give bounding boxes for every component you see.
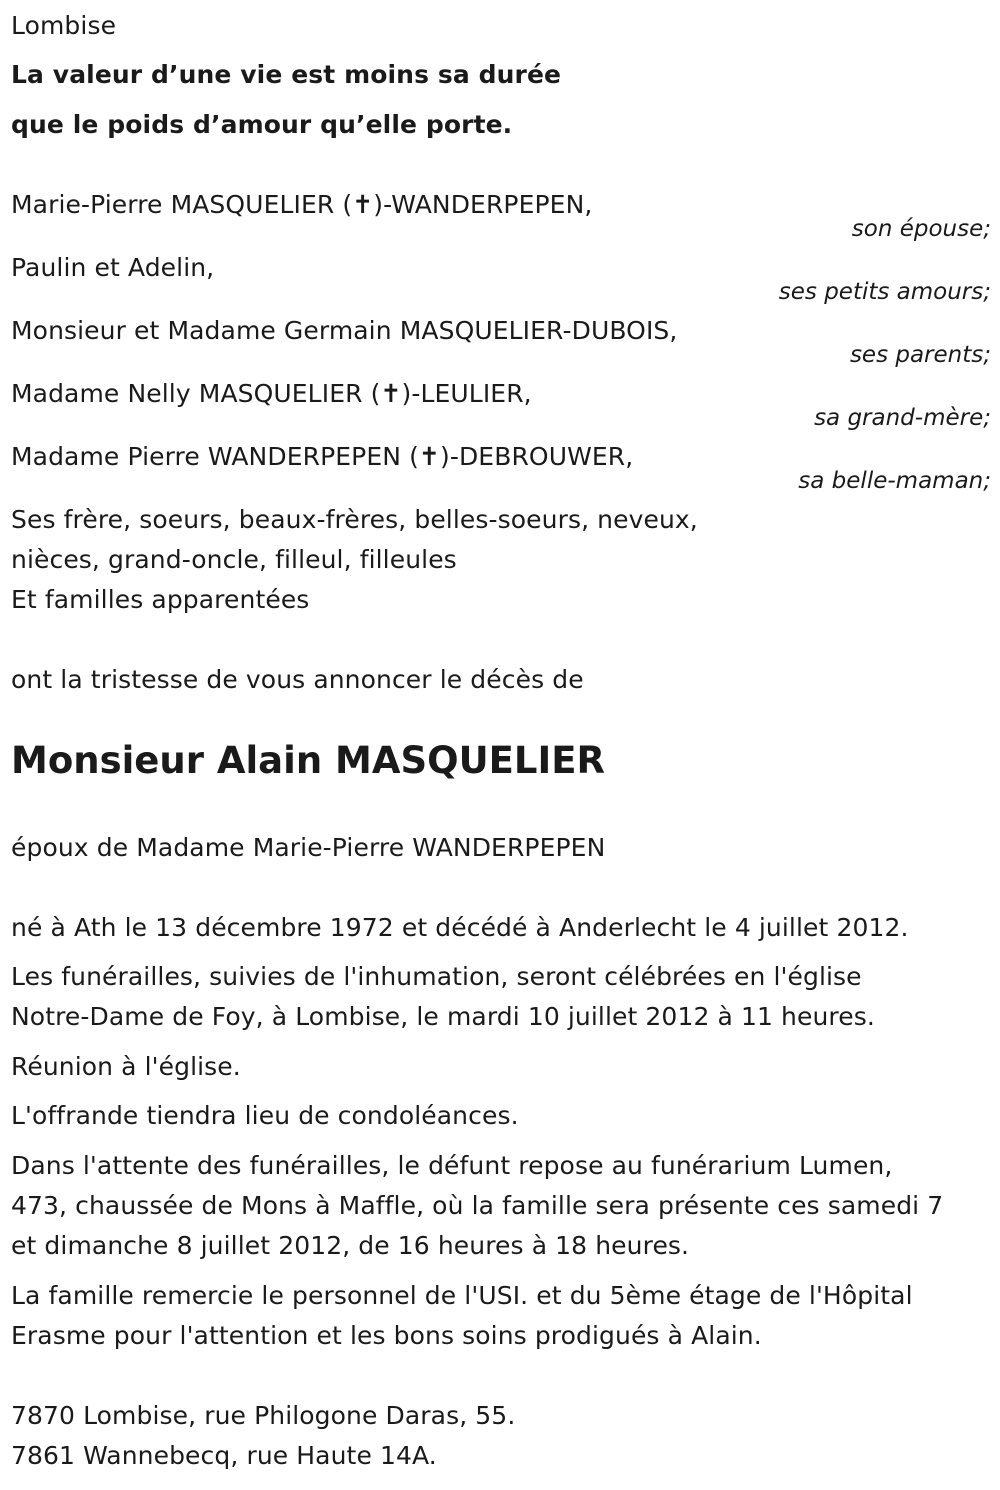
address-line: 7861 Wannebecq, rue Haute 14A. [11, 1441, 437, 1470]
family-member-name: Marie-Pierre MASQUELIER (✝)-WANDERPEPEN, [11, 190, 593, 219]
family-member-role: ses parents; [849, 342, 991, 368]
thanks-line: Erasme pour l'attention et les bons soins prodigués à Alain. [11, 1321, 762, 1350]
thanks-line: La famille remercie le personnel de l'USI. et du 5ème étage de l'Hôpital [11, 1281, 913, 1310]
funeral-line: Notre-Dame de Foy, à Lombise, le mardi 10 juillet 2012 à 11 heures. [11, 1002, 875, 1031]
visitation-line: Dans l'attente des funérailles, le défunt repose au funérarium Lumen, [11, 1151, 893, 1180]
relatives-line: Et familles apparentées [11, 585, 310, 614]
family-member-role: ses petits amours; [778, 279, 991, 305]
offering-line: L'offrande tiendra lieu de condoléances. [11, 1101, 519, 1130]
birth-death-line: né à Ath le 13 décembre 1972 et décédé à Anderlecht le 4 juillet 2012. [11, 913, 909, 942]
relatives-line: nièces, grand-oncle, filleul, filleules [11, 545, 457, 574]
family-member-role: son épouse; [851, 216, 991, 242]
relatives-line: Ses frère, soeurs, beaux-frères, belles-soeurs, neveux, [11, 505, 698, 534]
family-member-name: Monsieur et Madame Germain MASQUELIER-DUBOIS, [11, 316, 678, 345]
family-member-name: Madame Pierre WANDERPEPEN (✝)-DEBROUWER, [11, 442, 634, 471]
family-member-role: sa grand-mère; [814, 405, 991, 431]
address-line: 7870 Lombise, rue Philogone Daras, 55. [11, 1401, 516, 1430]
place-name: Lombise [11, 11, 117, 40]
announcement-text: ont la tristesse de vous annoncer le décès de [11, 665, 584, 694]
family-member-role: sa belle-maman; [798, 468, 991, 494]
motto-line-2: que le poids d’amour qu’elle porte. [11, 110, 513, 139]
visitation-line: 473, chaussée de Mons à Maffle, où la famille sera présente ces samedi 7 [11, 1191, 944, 1220]
spouse-line: époux de Madame Marie-Pierre WANDERPEPEN [11, 833, 606, 862]
motto-line-1: La valeur d’une vie est moins sa durée [11, 60, 562, 89]
family-member-name: Paulin et Adelin, [11, 253, 215, 282]
family-member-name: Madame Nelly MASQUELIER (✝)-LEULIER, [11, 379, 532, 408]
meeting-line: Réunion à l'église. [11, 1052, 241, 1081]
funeral-line: Les funérailles, suivies de l'inhumation, seront célébrées en l'église [11, 962, 862, 991]
visitation-line: et dimanche 8 juillet 2012, de 16 heures à 18 heures. [11, 1231, 690, 1260]
deceased-name: Monsieur Alain MASQUELIER [11, 739, 606, 782]
